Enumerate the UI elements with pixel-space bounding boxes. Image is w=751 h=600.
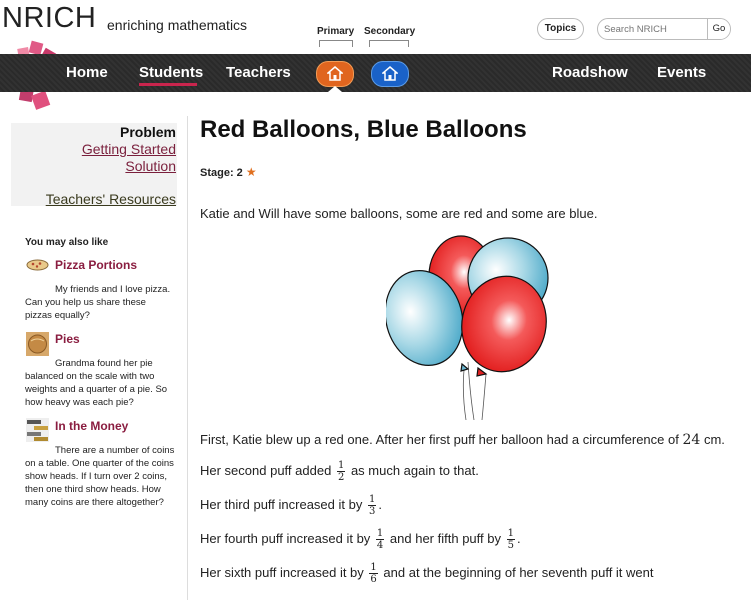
also-like-heading: You may also like [25, 237, 109, 248]
tab-secondary-label[interactable]: Secondary [364, 26, 416, 37]
stage-text: Stage: 2 [200, 167, 243, 179]
related-desc-pizza-portions: My friends and I love pizza. Can you help us share these pizzas equally? [25, 284, 171, 321]
paragraph-2 [200, 460, 479, 483]
p2-post: as much again to that. [350, 462, 479, 478]
sidebar-divider [187, 116, 188, 600]
p3-pre: Her third puff increased it by [200, 496, 363, 512]
p4-post: . [516, 530, 521, 546]
active-nav-underline [139, 83, 197, 86]
fraction-one-sixth: $\frac{1}{6}$ [370, 562, 377, 585]
pie-icon[interactable] [26, 332, 49, 356]
home-icon [327, 66, 343, 81]
star-icon: ★ [245, 165, 257, 179]
secondary-home-button[interactable] [371, 61, 409, 87]
tab-primary-label[interactable]: Primary [317, 26, 355, 37]
search-go-button[interactable]: Go [707, 19, 730, 39]
stage-label [200, 165, 257, 179]
coins-icon[interactable] [26, 418, 49, 442]
topics-button[interactable]: Topics [537, 18, 584, 40]
p5-pre: Her sixth puff increased it by [200, 564, 364, 580]
p4-pre: Her fourth puff increased it by [200, 530, 371, 546]
related-link-pizza-portions[interactable]: Pizza Portions [55, 258, 138, 272]
site-tagline: enriching mathematics [107, 17, 248, 33]
related-link-in-the-money[interactable]: In the Money [55, 419, 129, 433]
sidebar-link-solution[interactable]: Solution [125, 158, 176, 174]
p5-post: and at the beginning of her seventh puff it went [383, 564, 654, 580]
related-desc-in-the-money: There are a number of coins on a table. One quarter of the coins show heads. If I turn over 2 coins, then one third show heads. How many coins are there altogether? [25, 445, 175, 508]
nav-home[interactable]: Home [66, 64, 108, 81]
site-brand[interactable]: NRICH [2, 2, 97, 34]
related-desc-pies: Grandma found her pie balanced on the scale with two weights and a quarter of a pie. So how heavy was each pie? [25, 358, 168, 408]
home-icon [382, 66, 398, 81]
p4-mid: and her fifth puff by [389, 530, 501, 546]
fraction-one-half: $\frac{1}{2}$ [337, 460, 345, 483]
related-link-pies[interactable]: Pies [55, 332, 80, 346]
p1-text: First, Katie blew up a red one. After her first puff her balloon had a circumference of [200, 432, 679, 447]
paragraph-4 [200, 528, 521, 551]
nav-roadshow[interactable]: Roadshow [552, 64, 628, 81]
sidebar-link-getting-started[interactable]: Getting Started [81, 141, 176, 157]
paragraph-1 [200, 432, 725, 448]
sidebar-link-problem: Problem [119, 124, 176, 140]
sidebar-link-teachers-resources[interactable]: Teachers' Resources [45, 191, 176, 207]
p1-value: 24 [682, 432, 701, 448]
paragraph-5 [200, 562, 654, 585]
p3-post: . [378, 496, 382, 512]
p2-pre: Her second puff added [200, 462, 332, 478]
primary-bracket [319, 40, 353, 47]
intro-text: Katie and Will have some balloons, some are red and some are blue. [200, 206, 598, 221]
nav-pointer [328, 86, 342, 92]
nav-students[interactable]: Students [139, 64, 204, 81]
search-input[interactable] [598, 19, 702, 39]
fraction-one-third: $\frac{1}{3}$ [368, 494, 376, 517]
search-box [597, 18, 731, 40]
balloons-illustration [386, 234, 550, 422]
paragraph-3 [200, 494, 382, 517]
fraction-one-quarter: $\frac{1}{4}$ [376, 528, 384, 551]
pizza-icon[interactable] [26, 259, 49, 271]
secondary-bracket [369, 40, 409, 47]
page-title: Red Balloons, Blue Balloons [200, 116, 527, 143]
fraction-one-fifth: $\frac{1}{5}$ [507, 528, 514, 551]
primary-home-button[interactable] [316, 61, 354, 87]
nav-teachers[interactable]: Teachers [226, 64, 291, 81]
nav-events[interactable]: Events [657, 64, 707, 81]
p1-unit: cm. [703, 432, 725, 447]
